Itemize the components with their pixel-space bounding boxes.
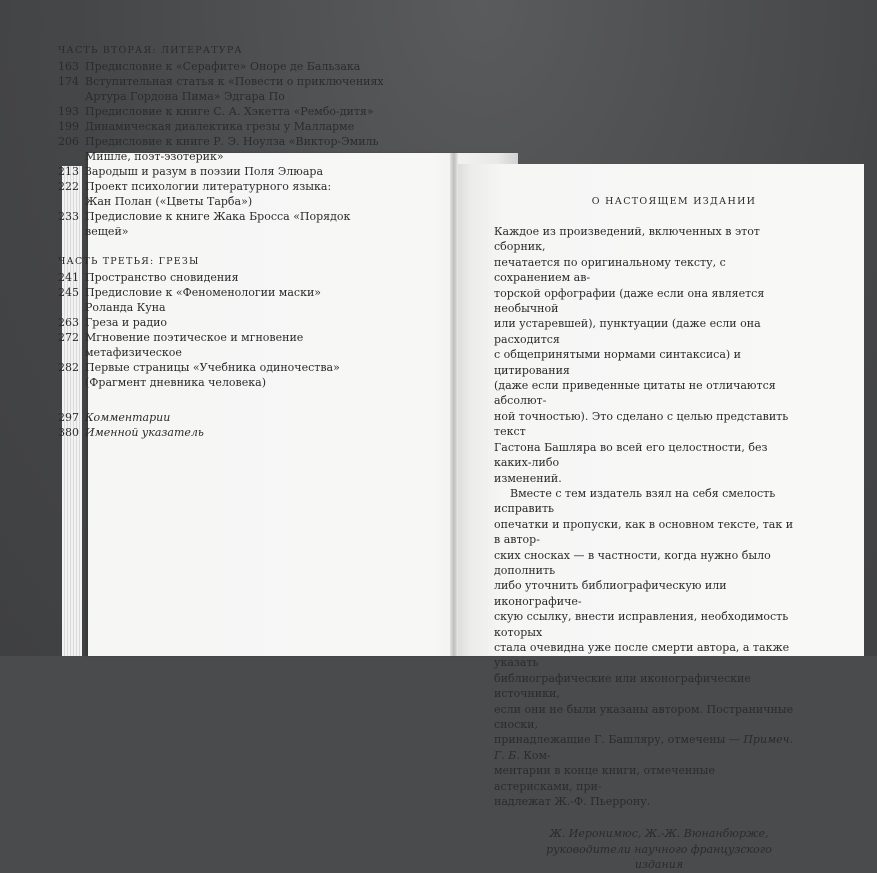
toc-title-line: Предисловие к книге С. А. Хэкетта «Рембо-дитя» <box>85 105 374 118</box>
paragraph-1 <box>494 224 794 486</box>
toc-entry-title <box>85 74 388 104</box>
toc-entry <box>58 179 388 209</box>
toc-title-line: Предисловие к книге Жака Бросса «Порядок вещей» <box>85 210 351 238</box>
toc-entry <box>58 360 388 390</box>
toc-entry <box>58 315 388 330</box>
toc-page-number: 233 <box>58 210 79 223</box>
toc-entry-title <box>85 59 388 74</box>
table-of-contents <box>58 43 388 440</box>
toc-entry-title <box>85 425 388 440</box>
toc-entry-title <box>85 285 388 315</box>
toc-page-number: 263 <box>58 316 79 329</box>
toc-page-number: 199 <box>58 120 79 133</box>
running-head: О НАСТОЯЩЕМ ИЗДАНИИ <box>591 196 757 207</box>
toc-title-line: Первые страницы «Учебника одиночества» <box>85 361 340 374</box>
toc-title-line: Мишле, поэт-эзотерик» <box>85 150 224 163</box>
toc-title-line: Жан Полан («Цветы Тарба») <box>85 195 253 208</box>
back-matter-list <box>58 410 388 440</box>
toc-entry-title <box>85 360 388 390</box>
part3-list <box>58 270 388 390</box>
toc-title-line: Динамическая диалектика грезы у Малларме <box>85 120 355 133</box>
text-line: Каждое из произведений, включенных в этот сборник, <box>494 225 760 254</box>
text-line: если они не были указаны автором. Постраничные сноски, <box>494 702 794 731</box>
toc-title-line: Предисловие к «Серафите» Оноре де Бальзака <box>85 60 361 73</box>
toc-title-line: Пространство сновидения <box>85 271 239 284</box>
text-line: ной точностью). Это сделано с целью представить текст <box>494 409 789 439</box>
text-line: Вместе с тем издатель взял на себя смелость исправить <box>494 486 776 516</box>
toc-entry <box>58 134 388 164</box>
text-line: ских сносках — в частности, когда нужно было дополнить <box>494 548 771 577</box>
toc-page-number: 380 <box>58 426 79 439</box>
toc-title-line: Предисловие к книге Р. Э. Ноулза «Виктор-Эмиль <box>85 135 379 148</box>
text-line: Гастона Башляра во всей его целостности, без каких-либо <box>494 440 768 470</box>
toc-title-line: Зародыш и разум в поэзии Поля Элюара <box>85 165 324 178</box>
toc-page-number: 282 <box>58 361 79 374</box>
toc-entry-title <box>85 270 388 285</box>
signature <box>494 826 794 872</box>
toc-entry-title <box>85 134 388 164</box>
footnote-mark-text: Примеч. Г. Б. <box>494 733 794 762</box>
editorial-note <box>494 196 794 873</box>
text-line: изменений. <box>494 471 562 485</box>
text-line: библиографические или иконографические источники, <box>494 671 751 701</box>
signature-names: Ж. Иеронимюс, Ж.-Ж. Вюнанбюрже, <box>549 827 769 841</box>
toc-entry <box>58 209 388 239</box>
toc-entry-title <box>85 315 388 330</box>
text-line: надлежат Ж.-Ф. Пьеррону. <box>494 795 651 809</box>
text-line: либо уточнить библиографическую или иконографиче- <box>494 579 727 608</box>
toc-entry <box>58 164 388 179</box>
paragraph-2 <box>494 486 794 810</box>
part2-heading: ЧАСТЬ ВТОРАЯ: ЛИТЕРАТУРА <box>58 45 243 56</box>
toc-title-line: метафизическое <box>85 346 182 359</box>
toc-entry <box>58 425 388 440</box>
text-line: торской орфографии (даже если она является необычной <box>494 286 765 316</box>
toc-entry <box>58 104 388 119</box>
toc-page-number: 222 <box>58 180 79 193</box>
toc-page-number: 174 <box>58 75 79 88</box>
paragraph-1-lines <box>494 224 794 486</box>
toc-entry <box>58 410 388 425</box>
toc-entry <box>58 59 388 74</box>
part3-heading: ЧАСТЬ ТРЕТЬЯ: ГРЕЗЫ <box>58 256 200 267</box>
toc-title-line: Именной указатель <box>85 426 204 439</box>
toc-title-line: Мгновение поэтическое и мгновение <box>85 331 304 344</box>
text-line: опечатки и пропуски, как в основном тексте, так и в автор- <box>494 517 794 547</box>
text-line: стала очевидна уже после смерти автора, а также указать <box>494 640 790 670</box>
toc-title-line: Роланда Куна <box>85 301 166 314</box>
toc-title-line: Предисловие к «Феноменологии маски» <box>85 286 322 299</box>
signature-role: руководители научного французского издания <box>546 842 772 872</box>
text-line: (даже если приведенные цитаты не отличаются абсолют- <box>494 379 776 408</box>
toc-title-line: Проект психологии литературного языка: <box>85 180 332 193</box>
book-gutter <box>450 153 458 656</box>
text-line: принадлежащие Г. Башляру, отмечены — Примеч. Г. Б. Ком- <box>494 733 794 762</box>
text-line: или устаревшей), пунктуации (даже если она расходится <box>494 317 761 346</box>
toc-page-number: 272 <box>58 331 79 344</box>
paragraph-2-lines <box>494 486 794 810</box>
toc-title-line: Артура Гордона Пима» Эдгара По <box>85 90 285 103</box>
part2-list <box>58 59 388 239</box>
toc-entry-title <box>85 410 388 425</box>
text-line: печатается по оригинальному тексту, с сохранением ав- <box>494 255 726 285</box>
toc-entry <box>58 330 388 360</box>
toc-title-line: Греза и радио <box>85 316 168 329</box>
toc-page-number: 241 <box>58 271 79 284</box>
toc-title-line: Комментарии <box>85 411 171 424</box>
toc-page-number: 193 <box>58 105 79 118</box>
toc-entry-title <box>85 209 388 239</box>
toc-entry <box>58 285 388 315</box>
text-line: с общепринятыми нормами синтаксиса) и цитирования <box>494 348 742 377</box>
toc-page-number: 206 <box>58 135 79 148</box>
toc-page-number: 245 <box>58 286 79 299</box>
toc-entry <box>58 74 388 104</box>
toc-title-line: Вступительная статья к «Повести о приключениях <box>85 75 384 88</box>
toc-entry-title <box>85 179 388 209</box>
toc-entry-title <box>85 164 388 179</box>
text-line: скую ссылку, внести исправления, необходимость которых <box>494 610 789 639</box>
toc-title-line: (Фрагмент дневника человека) <box>85 376 266 389</box>
toc-page-number: 297 <box>58 411 79 424</box>
toc-page-number: 163 <box>58 60 79 73</box>
toc-page-number: 213 <box>58 165 79 178</box>
toc-entry <box>58 119 388 134</box>
text-line: ментарии в конце книги, отмеченные астерисками, при- <box>494 764 715 793</box>
toc-entry-title <box>85 104 388 119</box>
toc-entry-title <box>85 330 388 360</box>
toc-entry-title <box>85 119 388 134</box>
toc-entry <box>58 270 388 285</box>
